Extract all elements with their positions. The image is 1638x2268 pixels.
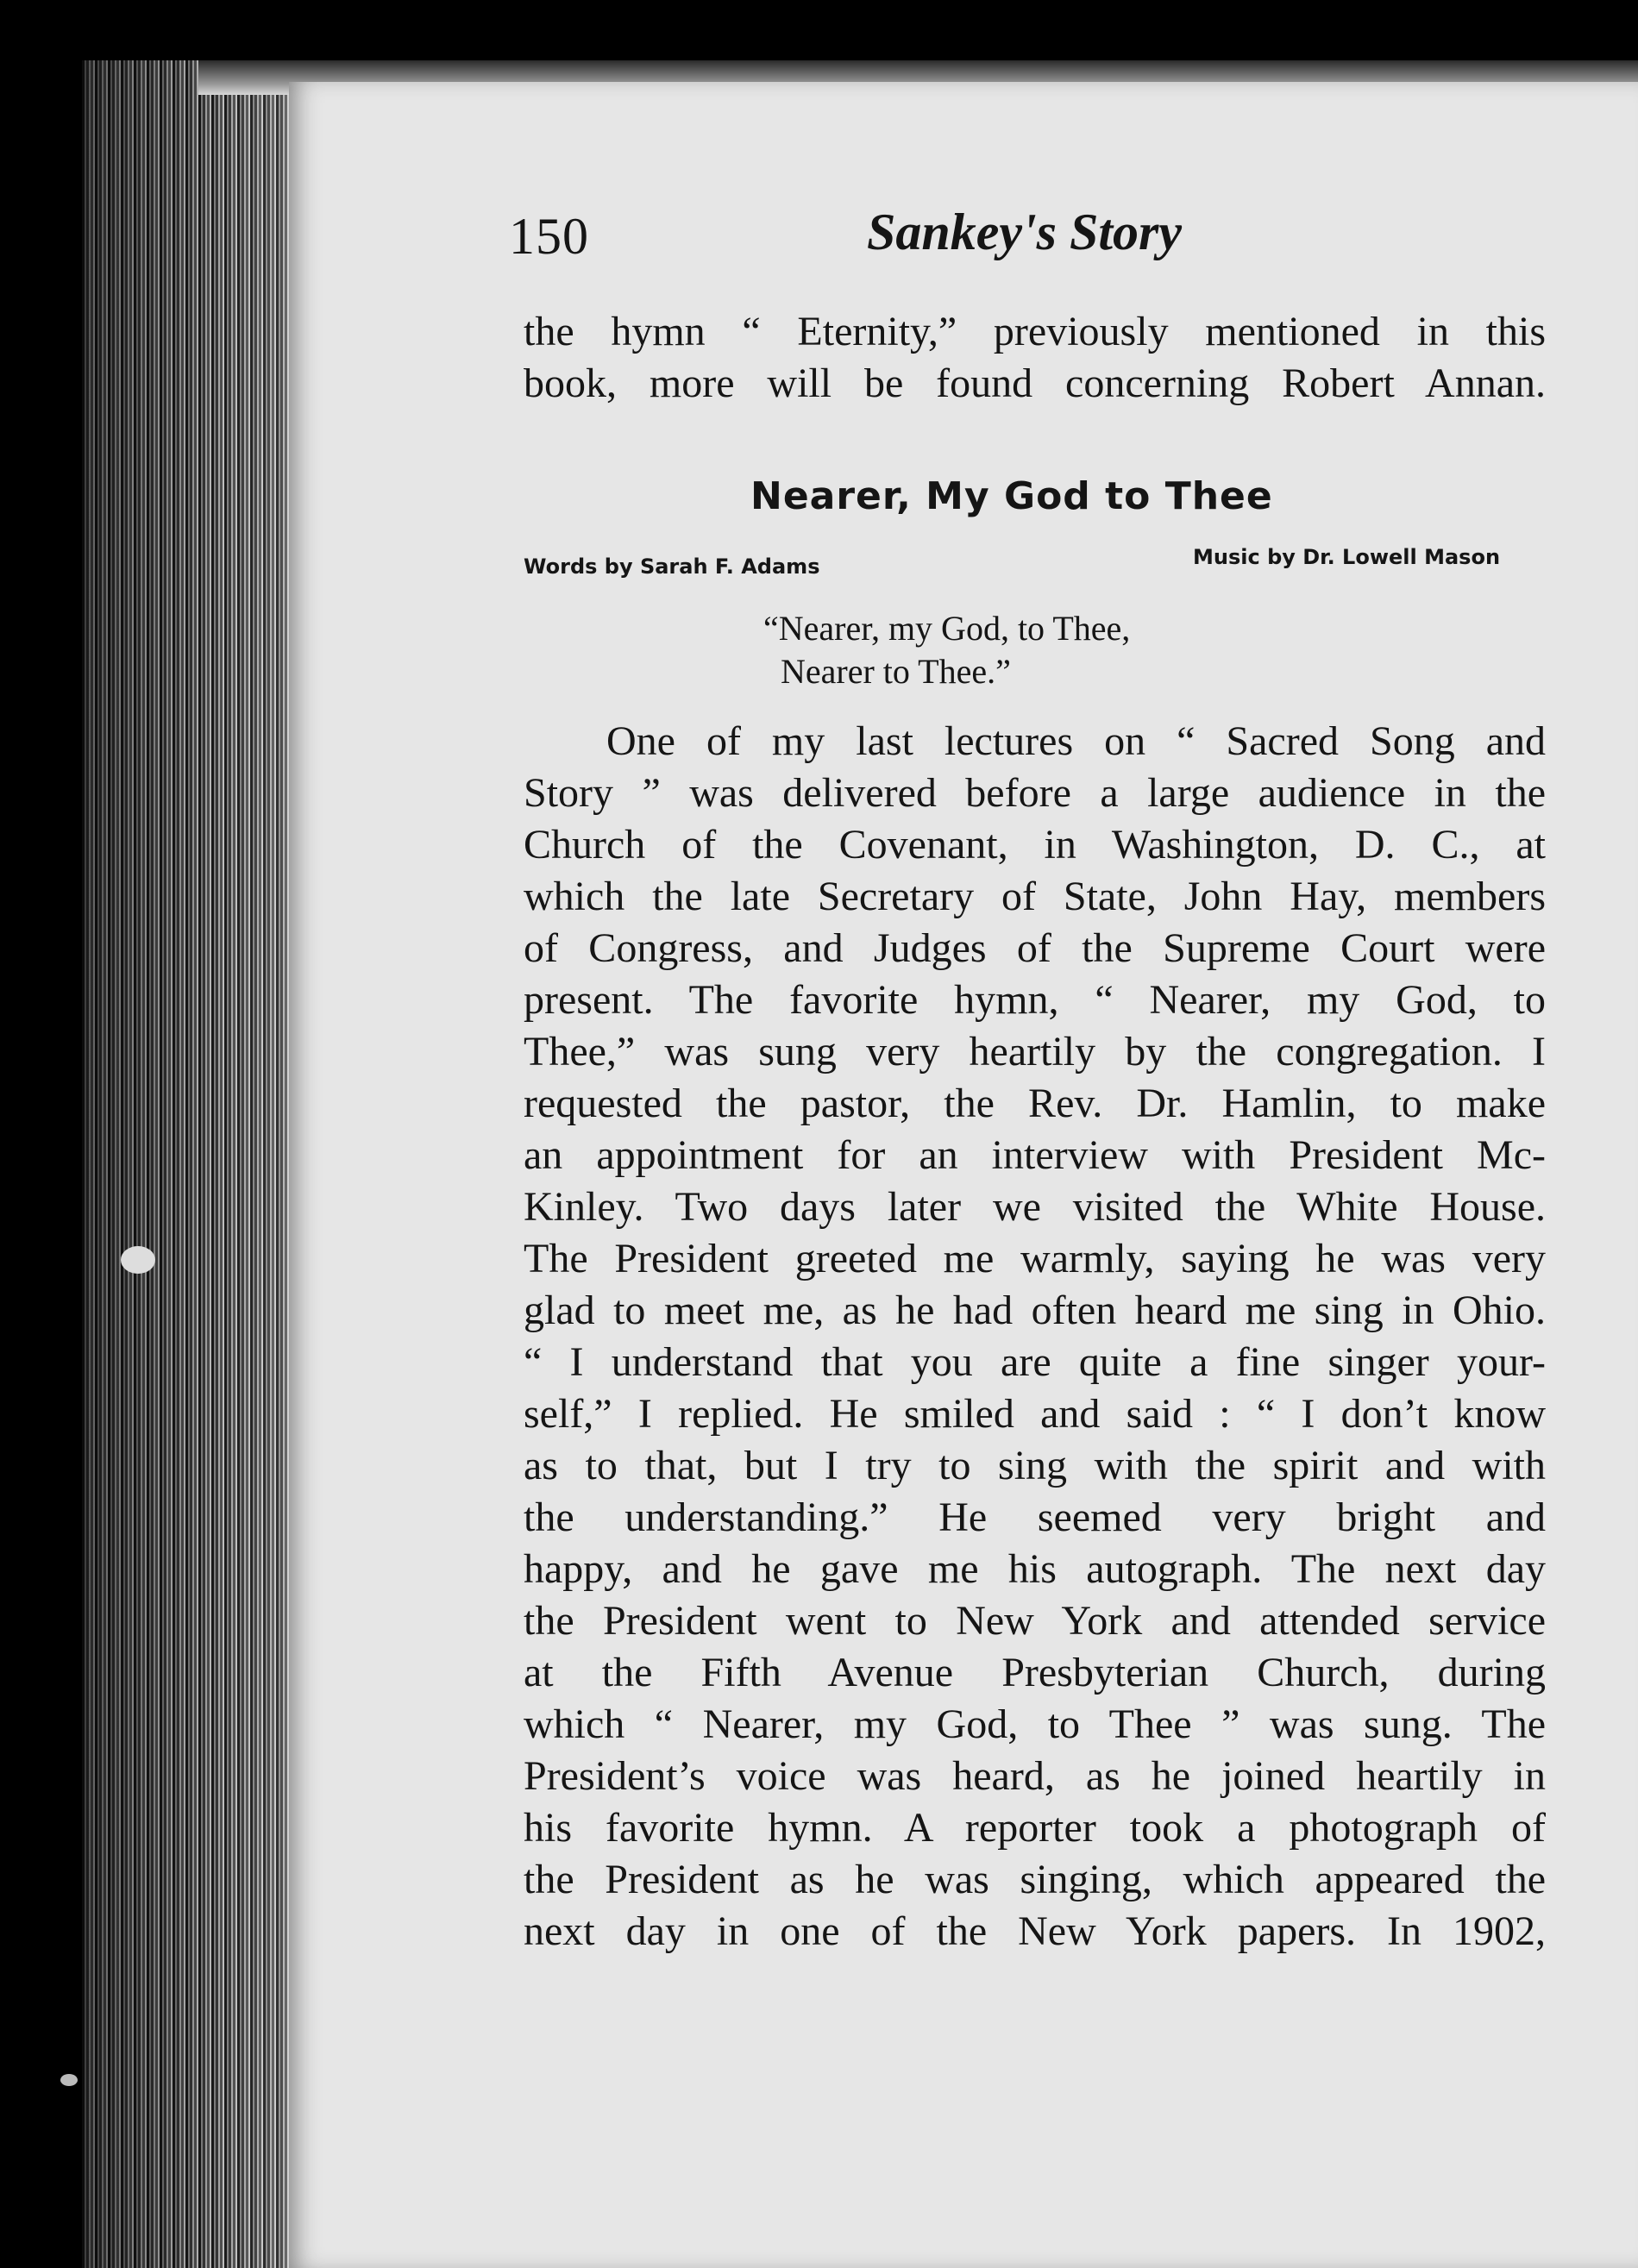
text-line: the hymn “ Eternity,” previously mentioned in this (524, 309, 1546, 354)
text-line: “ I understand that you are quite a fine singer your- (524, 1339, 1546, 1385)
text-line: requested the pastor, the Rev. Dr. Hamlin, to make (524, 1081, 1546, 1126)
text-line: happy, and he gave me his autograph. The next day (524, 1546, 1546, 1592)
text-line: The President greeted me warmly, saying he was very (524, 1236, 1546, 1281)
text-line: glad to meet me, as he had often heard me sing in Ohio. (524, 1287, 1546, 1333)
running-head: Sankey's Story (867, 204, 1183, 260)
text-line: which “ Nearer, my God, to Thee ” was sung. The (524, 1701, 1546, 1747)
text-line: as to that, but I try to sing with the spirit and with (524, 1443, 1546, 1488)
text-line: President’s voice was heard, as he joined heartily in (524, 1753, 1546, 1799)
scan-speck (121, 1246, 155, 1274)
words-credit: Words by Sarah F. Adams (524, 554, 820, 579)
text-line: his favorite hymn. A reporter took a photograph of (524, 1805, 1546, 1851)
text-line: the understanding.” He seemed very bright and (524, 1494, 1546, 1540)
section-heading: Nearer, My God to Thee (750, 474, 1273, 518)
text-line: an appointment for an interview with President Mc- (524, 1132, 1546, 1178)
text-line: Story ” was delivered before a large audience in the (524, 770, 1546, 816)
page-number: 150 (509, 208, 589, 265)
page-edges (82, 60, 306, 2268)
text-line: of Congress, and Judges of the Supreme Court were (524, 925, 1546, 971)
text-line: Thee,” was sung very heartily by the congregation. I (524, 1029, 1546, 1074)
text-line: self,” I replied. He smiled and said : “ I don’t know (524, 1391, 1546, 1437)
epigraph-line: “Nearer, my God, to Thee, (763, 609, 1131, 648)
epigraph-line: Nearer to Thee.” (781, 652, 1011, 691)
text-line: One of my last lectures on “ Sacred Song and (606, 718, 1546, 764)
scan-speck (60, 2074, 78, 2086)
text-line: at the Fifth Avenue Presbyterian Church, during (524, 1650, 1546, 1695)
text-line: present. The favorite hymn, “ Nearer, my God, to (524, 977, 1546, 1023)
text-line: Kinley. Two days later we visited the White House. (524, 1184, 1546, 1230)
text-line: the President as he was singing, which appeared the (524, 1857, 1546, 1902)
text-line: book, more will be found concerning Robert Annan. (524, 360, 1546, 406)
music-credit: Music by Dr. Lowell Mason (1193, 545, 1501, 569)
text-line: the President went to New York and attended service (524, 1598, 1546, 1644)
text-line: next day in one of the New York papers. In 1902, (524, 1908, 1546, 1954)
text-line: Church of the Covenant, in Washington, D. C., at (524, 822, 1546, 868)
text-line: which the late Secretary of State, John Hay, members (524, 874, 1546, 919)
